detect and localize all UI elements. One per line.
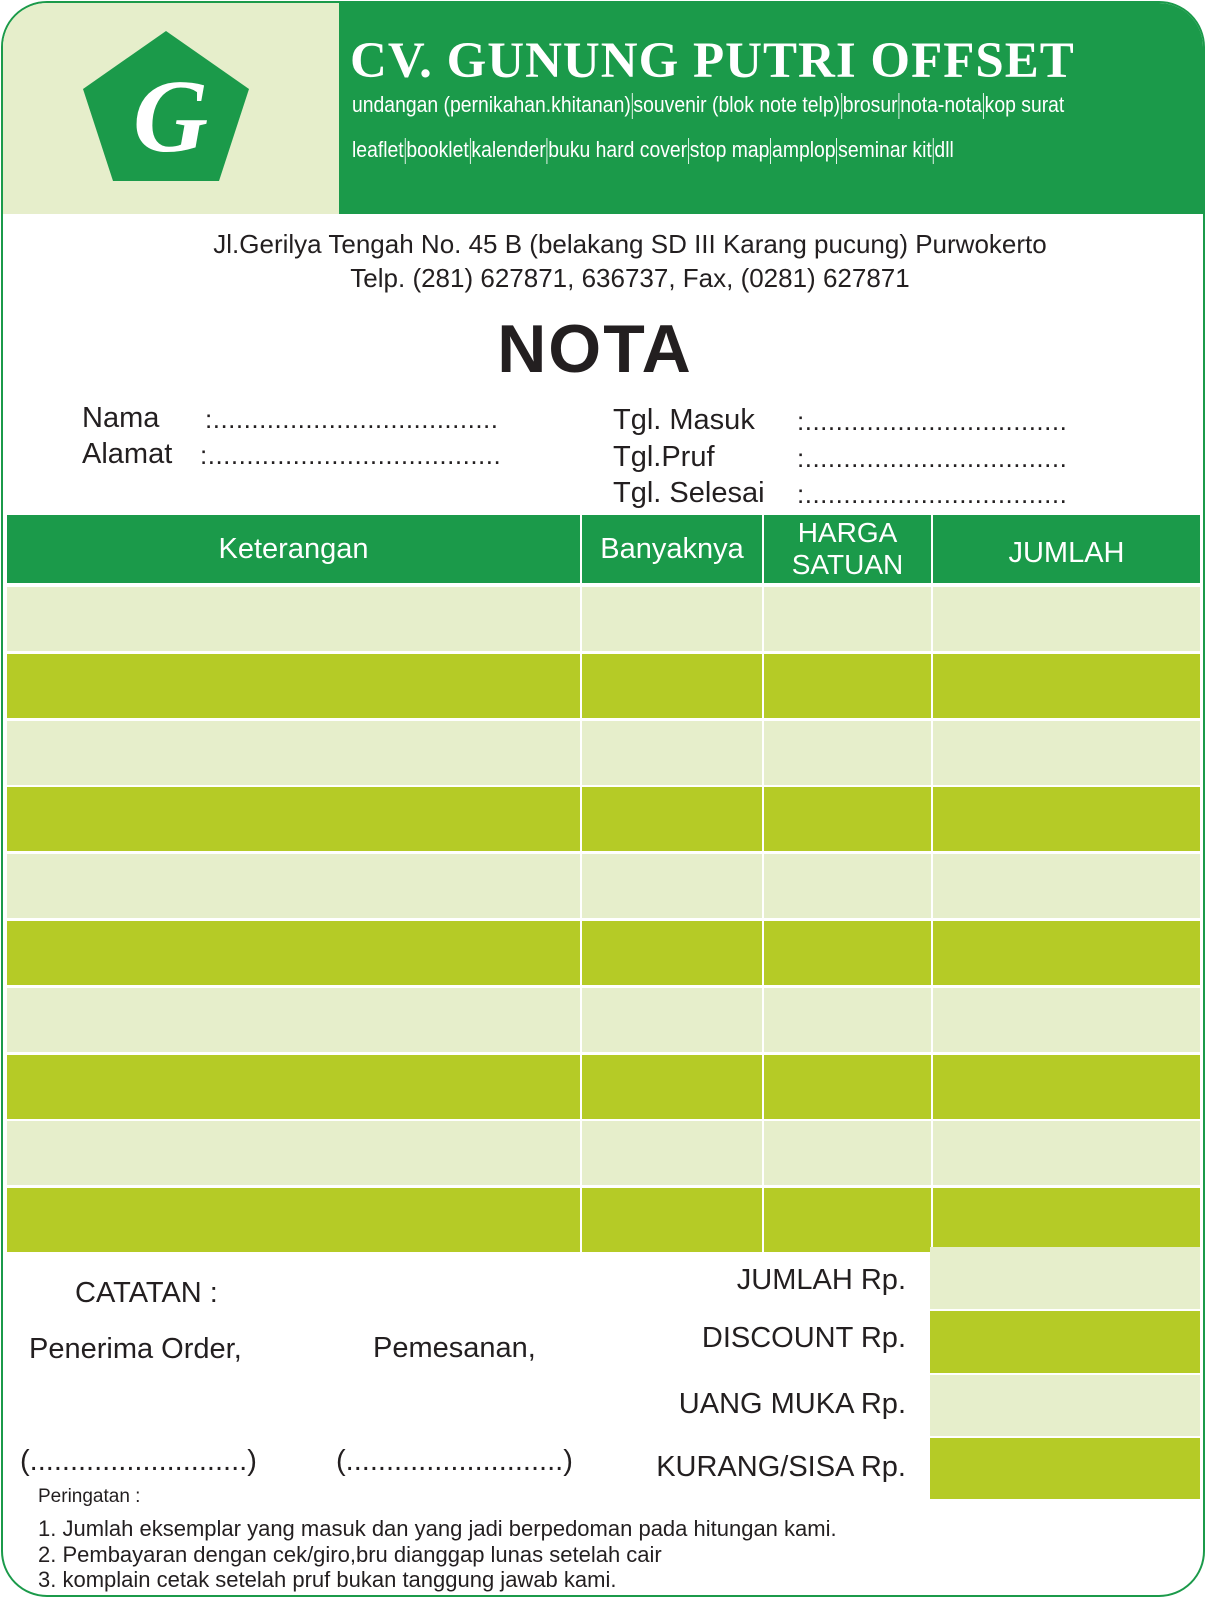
- cell-keterangan[interactable]: [7, 721, 580, 785]
- table-row: [7, 854, 1200, 918]
- table-row: [7, 787, 1200, 851]
- cell-keterangan[interactable]: [7, 587, 580, 651]
- cell-keterangan[interactable]: [7, 1188, 580, 1252]
- company-logo-icon: [81, 29, 251, 183]
- jumlah-label: JUMLAH Rp.: [736, 1264, 906, 1296]
- cell-banyaknya[interactable]: [582, 988, 762, 1052]
- discount-field[interactable]: [930, 1311, 1200, 1373]
- cell-jumlah[interactable]: [933, 721, 1200, 785]
- kurang-sisa-label: KURANG/SISA Rp.: [656, 1451, 906, 1483]
- uang-muka-field[interactable]: [930, 1375, 1200, 1436]
- catatan-label: CATATAN :: [75, 1277, 218, 1309]
- cell-banyaknya[interactable]: [582, 787, 762, 851]
- harga-line-1: HARGA: [797, 517, 898, 548]
- table-row: [7, 1188, 1200, 1252]
- nama-label: Nama: [82, 402, 160, 434]
- service-item: amplop: [772, 137, 836, 162]
- cell-banyaknya[interactable]: [582, 921, 762, 985]
- service-item: dll: [934, 137, 954, 162]
- peringatan-item: 1. Jumlah eksemplar yang masuk dan yang jadi berpedoman pada hitungan kami.: [38, 1516, 837, 1541]
- cell-jumlah[interactable]: [933, 1188, 1200, 1252]
- pemesanan-label: Pemesanan,: [373, 1332, 536, 1364]
- cell-keterangan[interactable]: [7, 988, 580, 1052]
- company-name: CV. GUNUNG PUTRI OFFSET: [350, 33, 1075, 89]
- cell-jumlah[interactable]: [933, 988, 1200, 1052]
- table-row: [7, 654, 1200, 718]
- cell-banyaknya[interactable]: [582, 654, 762, 718]
- cell-harga-satuan[interactable]: [764, 1055, 931, 1119]
- logo-panel: [3, 3, 339, 214]
- cell-jumlah[interactable]: [933, 1121, 1200, 1185]
- cell-harga-satuan[interactable]: [764, 721, 931, 785]
- penerima-signature[interactable]: (...........................): [20, 1445, 257, 1477]
- cell-jumlah[interactable]: [933, 854, 1200, 918]
- table-row: [7, 721, 1200, 785]
- column-header-jumlah: JUMLAH: [1008, 537, 1125, 569]
- cell-jumlah[interactable]: [933, 654, 1200, 718]
- cell-jumlah[interactable]: [933, 1055, 1200, 1119]
- tgl-selesai-field[interactable]: :..................................: [797, 479, 1068, 509]
- service-item: stop map: [689, 137, 770, 162]
- cell-banyaknya[interactable]: [582, 1121, 762, 1185]
- cell-jumlah[interactable]: [933, 787, 1200, 851]
- service-item: brosur: [842, 92, 898, 117]
- cell-banyaknya[interactable]: [582, 1188, 762, 1252]
- jumlah-total-field[interactable]: [930, 1247, 1200, 1309]
- tgl-pruf-field[interactable]: :..................................: [797, 443, 1068, 473]
- kurang-sisa-field[interactable]: [930, 1438, 1200, 1499]
- tgl-selesai-label: Tgl. Selesai: [613, 477, 765, 509]
- service-item: booklet: [406, 137, 469, 162]
- peringatan-item: 3. komplain cetak setelah pruf bukan tanggung jawab kami.: [38, 1567, 617, 1592]
- table-row: [7, 1121, 1200, 1185]
- penerima-order-label: Penerima Order,: [29, 1333, 242, 1365]
- cell-keterangan[interactable]: [7, 787, 580, 851]
- service-item: seminar kit: [838, 137, 932, 162]
- service-item: buku hard cover: [548, 137, 688, 162]
- cell-keterangan[interactable]: [7, 921, 580, 985]
- column-header-harga-satuan: [764, 515, 931, 583]
- service-item: kalender: [471, 137, 546, 162]
- pemesan-signature[interactable]: (...........................): [336, 1445, 573, 1477]
- services-line-2: [352, 137, 954, 164]
- column-header-banyaknya: Banyaknya: [600, 533, 744, 565]
- cell-banyaknya[interactable]: [582, 721, 762, 785]
- cell-harga-satuan[interactable]: [764, 787, 931, 851]
- cell-harga-satuan[interactable]: [764, 587, 931, 651]
- cell-keterangan[interactable]: [7, 1055, 580, 1119]
- page-title: NOTA: [497, 311, 693, 387]
- nama-field[interactable]: :.....................................: [205, 404, 499, 434]
- service-item: undangan (pernikahan.khitanan): [352, 92, 631, 117]
- cell-harga-satuan[interactable]: [764, 854, 931, 918]
- services-line-1: [352, 92, 1064, 119]
- table-row: [7, 988, 1200, 1052]
- cell-jumlah[interactable]: [933, 921, 1200, 985]
- service-item: kop surat: [984, 92, 1065, 117]
- cell-keterangan[interactable]: [7, 1121, 580, 1185]
- logo-letter: G: [133, 59, 209, 174]
- table-row: [7, 587, 1200, 651]
- peringatan-title: Peringatan :: [38, 1486, 141, 1507]
- discount-label: DISCOUNT Rp.: [701, 1322, 906, 1354]
- alamat-field[interactable]: :......................................: [200, 440, 502, 470]
- cell-harga-satuan[interactable]: [764, 921, 931, 985]
- table-row: [7, 1055, 1200, 1119]
- column-header-keterangan: Keterangan: [218, 533, 369, 565]
- service-item: leaflet: [352, 137, 404, 162]
- cell-harga-satuan[interactable]: [764, 988, 931, 1052]
- tgl-masuk-label: Tgl. Masuk: [613, 404, 755, 436]
- tgl-masuk-field[interactable]: :..................................: [797, 406, 1068, 436]
- cell-banyaknya[interactable]: [582, 1055, 762, 1119]
- peringatan-item: 2. Pembayaran dengan cek/giro,bru dianggap lunas setelah cair: [38, 1542, 662, 1567]
- cell-harga-satuan[interactable]: [764, 1121, 931, 1185]
- cell-jumlah[interactable]: [933, 587, 1200, 651]
- cell-banyaknya[interactable]: [582, 587, 762, 651]
- address: Jl.Gerilya Tengah No. 45 B (belakang SD III Karang pucung) Purwokerto: [213, 229, 1047, 259]
- uang-muka-label: UANG MUKA Rp.: [678, 1388, 906, 1420]
- service-item: souvenir (blok note telp): [633, 92, 841, 117]
- cell-harga-satuan[interactable]: [764, 654, 931, 718]
- cell-harga-satuan[interactable]: [764, 1188, 931, 1252]
- service-item: nota-nota: [900, 92, 983, 117]
- phone: Telp. (281) 627871, 636737, Fax, (0281) 627871: [350, 263, 910, 293]
- cell-keterangan[interactable]: [7, 854, 580, 918]
- cell-keterangan[interactable]: [7, 654, 580, 718]
- table-row: [7, 921, 1200, 985]
- cell-banyaknya[interactable]: [582, 854, 762, 918]
- harga-line-2: SATUAN: [791, 549, 904, 580]
- tgl-pruf-label: Tgl.Pruf: [613, 441, 715, 473]
- alamat-label: Alamat: [82, 438, 173, 470]
